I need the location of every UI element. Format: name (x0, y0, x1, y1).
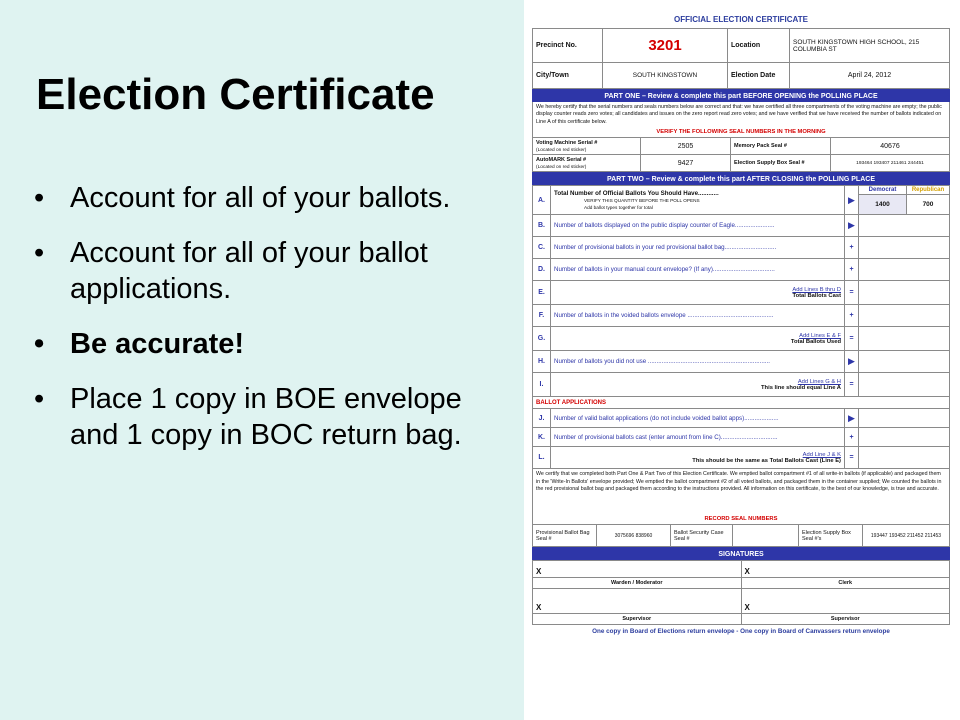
seal-table (532, 137, 950, 172)
security-seal-label: Ballot Security Case Seal # (671, 525, 733, 547)
signature-x: X (533, 561, 742, 578)
city-value: SOUTH KINGSTOWN (603, 63, 728, 89)
automark-label: AutoMARK Serial # (536, 157, 587, 164)
part-one-header: PART ONE – Review & complete this part BEFORE OPENING the POLLING PLACE (532, 89, 950, 102)
arrow-icon: ▶ (845, 215, 859, 237)
location-value: SOUTH KINGSTOWN HIGH SCHOOL, 215 COLUMBIA ST (790, 29, 950, 63)
arrow-icon: ▶ (845, 186, 859, 215)
election-date-label: Election Date (728, 63, 790, 89)
line-a-title: Total Number of Official Ballots You Should Have............ (554, 189, 719, 197)
republican-header: Republican (907, 186, 950, 195)
ballot-applications-header: BALLOT APPLICATIONS (533, 397, 950, 409)
republican-total: 700 (907, 195, 950, 215)
plus-symbol: + (845, 428, 859, 447)
form-footer: One copy in Board of Elections return envelope - One copy in Board of Canvassers return envelope (592, 628, 890, 636)
line-j-label: Number of valid ballot applications (do not include voided ballot apps).................... (551, 409, 845, 428)
bullet-item: • Account for all of your ballots. (30, 180, 500, 216)
bullet-list (30, 180, 500, 472)
vm-serial-sub: (Located on red sticker) (536, 148, 587, 154)
warden-label: Warden / Moderator (533, 578, 742, 589)
election-date-value: April 24, 2012 (790, 63, 950, 89)
line-letter: G. (533, 327, 551, 351)
closing-certification-text: We certify that we completed both Part One & Part Two of this Election Certificate. We emptied ballot compartment #1 of all write-in ballots (if applicable) and packaged them in the 'Write-In Ballots' envelope provided; We emptied the ballot compartment #2 of all voted ballots, and packaged them in the container supplied; We counted the ballots in the red provisional ballot bag and packaged them according to the instructions provided. All information on this certificate, to the best of our knowledge, is true and accurate. (532, 469, 950, 515)
line-letter: H. (533, 351, 551, 373)
clerk-label: Clerk (741, 578, 950, 589)
city-label: City/Town (533, 63, 603, 89)
record-seals-header: RECORD SEAL NUMBERS (532, 515, 950, 524)
line-letter: A. (533, 186, 551, 215)
supervisor-label: Supervisor (741, 614, 950, 625)
line-e-label: Add Lines B thru D (792, 286, 841, 293)
equals-symbol: = (845, 373, 859, 397)
signatures-header: SIGNATURES (532, 547, 950, 560)
prov-seal-label: Provisional Ballot Bag Seal # (533, 525, 597, 547)
line-letter: I. (533, 373, 551, 397)
democrat-header: Democrat (859, 186, 907, 195)
record-seal-table (532, 524, 950, 547)
ballot-count-table (532, 185, 950, 469)
plus-symbol: + (845, 305, 859, 327)
slide-title: Election Certificate (36, 70, 435, 119)
part-two-header: PART TWO – Review & complete this part AFTER CLOSING the POLLING PLACE (532, 172, 950, 185)
location-label: Location (728, 29, 790, 63)
precinct-value: 3201 (603, 29, 728, 63)
line-g-label: Add Lines E & F (799, 332, 841, 339)
arrow-icon: ▶ (845, 409, 859, 428)
line-i-label2: This line should equal Line A (761, 384, 841, 391)
line-g-label2: Total Ballots Used (790, 338, 841, 345)
automark-sub: (Located on red sticker) (536, 165, 587, 171)
line-c-label: Number of provisional ballots in your red provisional ballot bag.............................. (551, 237, 845, 259)
signature-x: X (741, 589, 950, 614)
vm-serial-label: Voting Machine Serial # (536, 140, 598, 147)
header-table (532, 28, 950, 89)
line-letter: K. (533, 428, 551, 447)
line-i-label: Add Lines G & H (797, 378, 841, 385)
form-title: OFFICIAL ELECTION CERTIFICATE (674, 15, 808, 24)
line-e-label2: Total Ballots Cast (792, 292, 841, 299)
signatures-table (532, 560, 950, 625)
equals-symbol: = (845, 281, 859, 305)
line-k-label: Number of provisional ballots cast (enter amount from line C)................................. (551, 428, 845, 447)
bullet-item: • Account for all of your ballot applications. (30, 235, 500, 307)
supply-box-value: 193447 193452 211452 211453 (863, 525, 950, 547)
vm-serial-value: 2505 (641, 138, 731, 155)
equals-symbol: = (845, 327, 859, 351)
automark-value: 9427 (641, 155, 731, 172)
bullet-item: • Place 1 copy in BOE envelope and 1 copy in BOC return bag. (30, 381, 500, 453)
supply-box-label: Election Supply Box Seal #'s (799, 525, 863, 547)
supply-seal-label: Election Supply Box Seal # (731, 155, 831, 172)
democrat-total: 1400 (859, 195, 907, 215)
prov-seal-value: 3075696 838960 (597, 525, 671, 547)
supervisor-label: Supervisor (533, 614, 742, 625)
memory-seal-label: Memory Pack Seal # (731, 138, 831, 155)
election-certificate-form (532, 10, 950, 712)
line-l-label2: This should be the same as Total Ballots Cast (Line E) (692, 457, 841, 464)
line-a-sub2: Add ballot types together for total (584, 204, 653, 210)
line-a-sub1: VERIFY THIS QUANTITY BEFORE THE POLL OPENS (584, 197, 700, 203)
signature-x: X (533, 589, 742, 614)
supply-seal-value: 193464 193407 211461 244451 (831, 155, 950, 172)
verify-seals-header: VERIFY THE FOLLOWING SEAL NUMBERS IN THE MORNING (532, 128, 950, 137)
plus-symbol: + (845, 237, 859, 259)
line-f-label: Number of ballots in the voided ballots envelope .................................................. (551, 305, 845, 327)
signature-x: X (741, 561, 950, 578)
line-letter: F. (533, 305, 551, 327)
line-l-label: Add Line J & K (802, 451, 841, 458)
bullet-item-emphasis: • Be accurate! (30, 326, 500, 362)
arrow-icon: ▶ (845, 351, 859, 373)
line-letter: J. (533, 409, 551, 428)
line-letter: B. (533, 215, 551, 237)
plus-symbol: + (845, 259, 859, 281)
line-h-label: Number of ballots you did not use ....................................................................... (551, 351, 845, 373)
line-letter: C. (533, 237, 551, 259)
line-letter: L. (533, 447, 551, 469)
equals-symbol: = (845, 447, 859, 469)
precinct-label: Precinct No. (533, 29, 603, 63)
memory-seal-value: 40676 (831, 138, 950, 155)
line-letter: E. (533, 281, 551, 305)
line-letter: D. (533, 259, 551, 281)
line-d-label: Number of ballots in your manual count envelope? (If any).................................... (551, 259, 845, 281)
line-b-label: Number of ballots displayed on the public display counter of Eagle....................... (551, 215, 845, 237)
part-one-text: We hereby certify that the serial numbers and seals numbers below are correct and that: we have certified all three compartments of the voting machine are empty; the public display counter reads zero votes; all candidates and issues on the zero report read zero votes; and we have verified that we have received the number of ballots indicated on Line A of this certificate below. (532, 102, 950, 128)
